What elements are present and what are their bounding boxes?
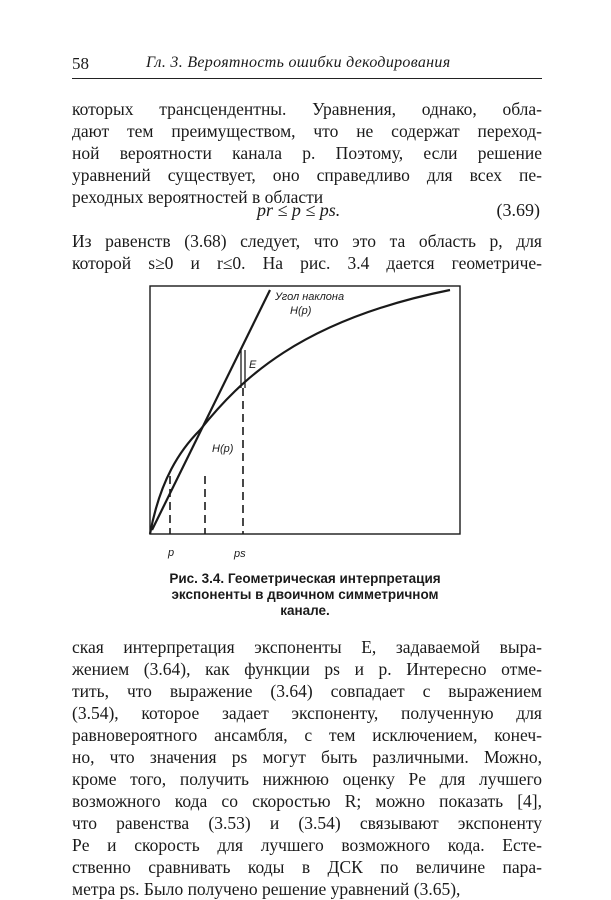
caption-line: Рис. 3.4. Геометрическая интерпретация [169,571,441,586]
paragraph-1 [72,98,542,208]
caption-line: канале. [280,603,330,618]
entropy-curve [150,290,450,534]
slope-function-label: H(p) [290,305,312,317]
slope-label: Угол наклона [275,291,345,303]
text-line: (3.54), которое задает экспоненту, полученную для [72,703,542,723]
text-line: которой s≥0 и r≤0. На рис. 3.4 дается геометриче- [72,253,542,273]
e-label: E [249,359,257,371]
p-axis-label: p [168,547,175,559]
text-line: Из равенств (3.68) следует, что это та область p, для [72,231,542,251]
text-line: кроме того, получить нижнюю оценку Pe для лучшего [72,769,542,789]
figure-diagram [140,280,470,570]
figure-caption [140,571,470,619]
text-line: возможного кода со скоростью R; можно показать [4], [72,791,542,811]
text-line: дают тем преимуществом, что не содержат переход- [72,121,542,141]
page-header [72,52,542,79]
text-line: ной вероятности канала p. Поэтому, если решение [72,143,542,163]
text-line: которых трансцендентны. Уравнения, однако, обла- [72,99,542,119]
equation-number: (3.69) [496,200,540,220]
text-line: реходных вероятностей в области [72,187,324,207]
running-head: Гл. 3. Вероятность ошибки декодирования [146,54,451,71]
text-line: Pe и скорость для лучшего возможного кода. Есте- [72,835,542,855]
plot-frame [150,286,460,534]
paragraph-3 [72,636,542,900]
text-line: равновероятного ансамбля, с тем исключением, конеч- [72,725,542,745]
text-line: ская интерпретация экспоненты E, задаваемой выра- [72,637,542,657]
ps-axis-label: ps [234,548,246,560]
h-label: H(p) [212,443,234,455]
text-line: метра ps. Было получено решение уравнений (3.65), [72,879,461,899]
page-number: 58 [72,54,89,73]
text-line: ственно сравнивать коды в ДСК по величине пара- [72,857,542,877]
equation-3-69 [72,200,542,224]
text-line: но, что значения ps могут быть различными. Можно, [72,747,542,767]
text-line: жением (3.64), как функции ps и p. Интересно отме- [72,659,542,679]
figure-3-4 [140,280,470,570]
text-line: тить, что выражение (3.64) совпадает с выражением [72,681,542,701]
text-line: уравнений существует, оно справедливо для всех пе- [72,165,542,185]
caption-line: экспоненты в двоичном симметричном [171,587,439,602]
equation-formula: pr ≤ p ≤ ps. [257,200,341,220]
text-line: что равенства (3.53) и (3.54) связывают экспоненту [72,813,542,833]
paragraph-2 [72,230,542,274]
